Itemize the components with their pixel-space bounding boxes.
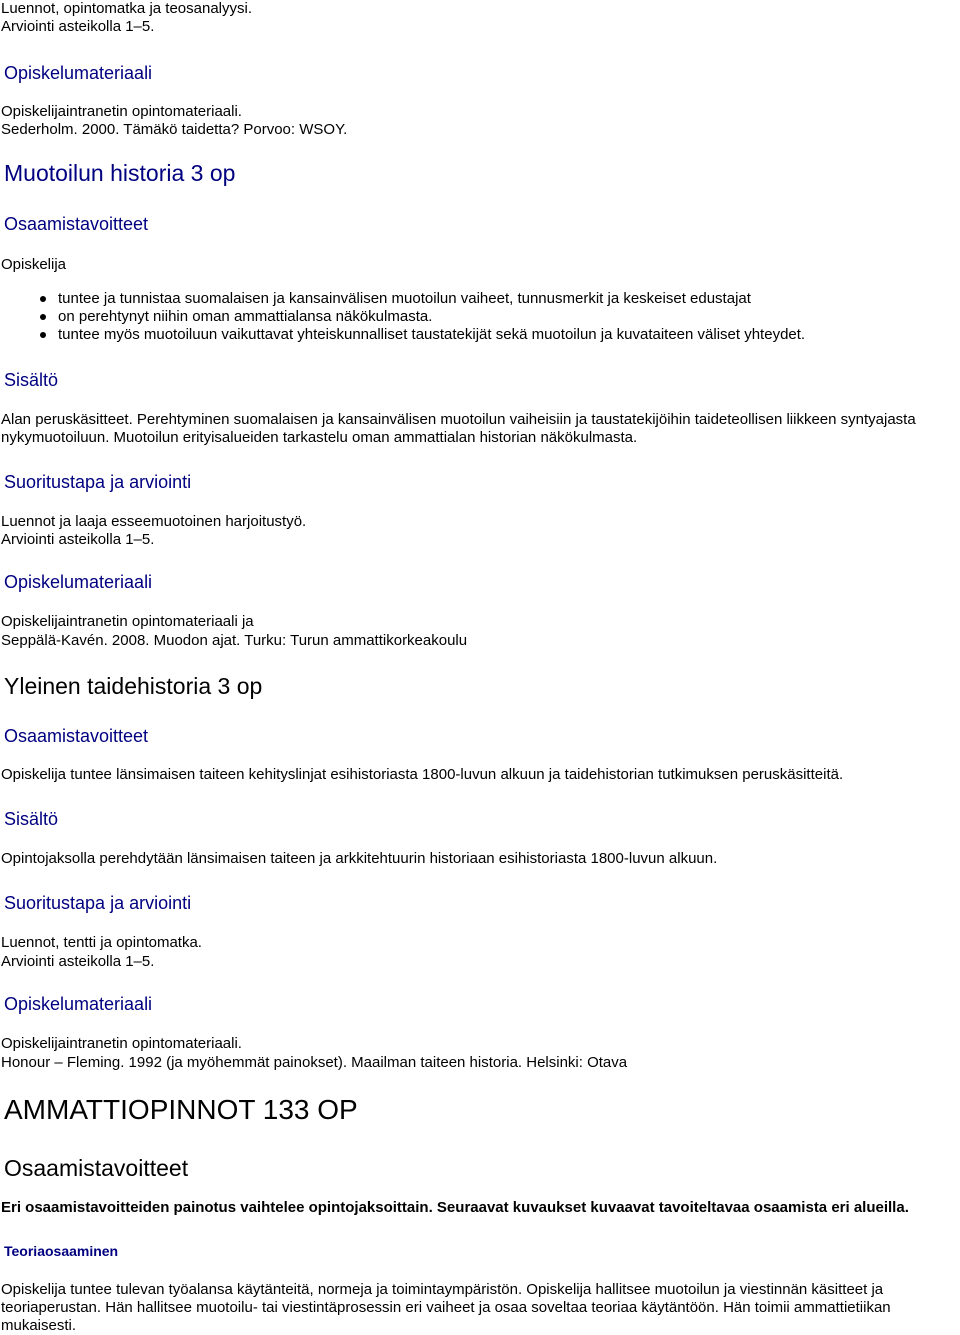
bullet-icon bbox=[40, 314, 46, 320]
art-history-method-heading: Suoritustapa ja arviointi bbox=[4, 893, 192, 913]
art-history-goals-heading: Osaamistavoitteet bbox=[4, 726, 149, 746]
theory-text: Opiskelija tuntee tulevan työalansa käytänteitä, normeja ja toimintaympäristön. Opiskelija hallitsee muotoilun ja viestinnän käsitteet ja teoriaperustan. Hän hallitsee muotoilu- tai viestintäprosessin eri vaiheet ja osaa soveltaa teoriaa käytäntöön. Hän toimii ammattietiikan mukaisesti. bbox=[1, 1281, 891, 1334]
intro-materials-line-2: Sederholm. 2000. Tämäkö taidetta? Porvoo: WSOY. bbox=[1, 121, 348, 138]
design-history-content-line-1: Alan peruskäsitteet. Perehtyminen suomalaisen ja kansainvälisen muotoilun vaiheisiin ja taustatekijöihin taideteollisen liikkeen syntyajasta bbox=[1, 411, 916, 428]
intro-line-1: Luennot, opintomatka ja teosanalyysi. bbox=[1, 0, 252, 17]
intro-materials-line-1: Opiskelijaintranetin opintomateriaali. bbox=[1, 103, 242, 120]
design-history-materials-line-1: Opiskelijaintranetin opintomateriaali ja bbox=[1, 613, 254, 630]
art-history-method-line-2: Arviointi asteikolla 1–5. bbox=[1, 953, 155, 970]
intro-materials-heading: Opiskelumateriaali bbox=[4, 63, 153, 83]
professional-studies-title: AMMATTIOPINNOT 133 OP bbox=[4, 1094, 358, 1125]
art-history-materials-line-2: Honour – Fleming. 1992 (ja myöhemmät painokset). Maailman taiteen historia. Helsinki: Otava bbox=[1, 1054, 628, 1071]
art-history-title: Yleinen taidehistoria 3 op bbox=[4, 673, 263, 699]
design-history-goal-list bbox=[0, 290, 805, 344]
art-history-goals-text: Opiskelija tuntee länsimaisen taiteen kehityslinjat esihistoriasta 1800-luvun alkuun ja taidehistorian tutkimuksen peruskäsitteitä. bbox=[1, 766, 844, 783]
professional-goals-heading: Osaamistavoitteet bbox=[4, 1155, 189, 1181]
theory-heading: Teoriaosaaminen bbox=[4, 1243, 119, 1259]
art-history-materials-line-1: Opiskelijaintranetin opintomateriaali. bbox=[1, 1035, 242, 1052]
intro-line-2: Arviointi asteikolla 1–5. bbox=[1, 18, 155, 35]
design-history-method-line-1: Luennot ja laaja esseemuotoinen harjoitustyö. bbox=[1, 513, 307, 530]
design-history-goals-heading: Osaamistavoitteet bbox=[4, 214, 149, 234]
design-history-content-heading: Sisältö bbox=[4, 370, 59, 390]
bullet-icon bbox=[40, 296, 46, 302]
design-history-title: Muotoilun historia 3 op bbox=[4, 160, 236, 186]
goal-list-item: on perehtynyt niihin oman ammattialansa näkökulmasta. bbox=[0, 308, 805, 326]
design-history-method-line-2: Arviointi asteikolla 1–5. bbox=[1, 531, 155, 548]
design-history-student-label: Opiskelija bbox=[1, 256, 67, 273]
art-history-content-heading: Sisältö bbox=[4, 809, 59, 829]
design-history-materials-heading: Opiskelumateriaali bbox=[4, 572, 153, 592]
art-history-method-line-1: Luennot, tentti ja opintomatka. bbox=[1, 934, 202, 951]
bullet-icon bbox=[40, 332, 46, 338]
design-history-materials-line-2: Seppälä-Kavén. 2008. Muodon ajat. Turku: Turun ammattikorkeakoulu bbox=[1, 632, 468, 649]
design-history-method-heading: Suoritustapa ja arviointi bbox=[4, 472, 192, 492]
art-history-materials-heading: Opiskelumateriaali bbox=[4, 994, 153, 1014]
design-history-content-line-2: nykymuotoiluun. Muotoilun erityisalueiden tarkastelu oman ammattialan historian näkökulmasta. bbox=[1, 429, 638, 446]
goal-list-item: tuntee ja tunnistaa suomalaisen ja kansainvälisen muotoilun vaiheet, tunnusmerkit ja keskeiset edustajat bbox=[0, 290, 805, 308]
professional-emphasis-text: Eri osaamistavoitteiden painotus vaihtelee opintojaksoittain. Seuraavat kuvaukset kuvaavat tavoiteltavaa osaamista eri alueilla. bbox=[1, 1199, 909, 1216]
art-history-content-text: Opintojaksolla perehdytään länsimaisen taiteen ja arkkitehtuurin historiaan esihistoriasta 1800-luvun alkuun. bbox=[1, 850, 718, 867]
goal-list-item: tuntee myös muotoiluun vaikuttavat yhteiskunnalliset taustatekijät sekä muotoilun ja kuvataiteen väliset yhteydet. bbox=[0, 326, 805, 344]
